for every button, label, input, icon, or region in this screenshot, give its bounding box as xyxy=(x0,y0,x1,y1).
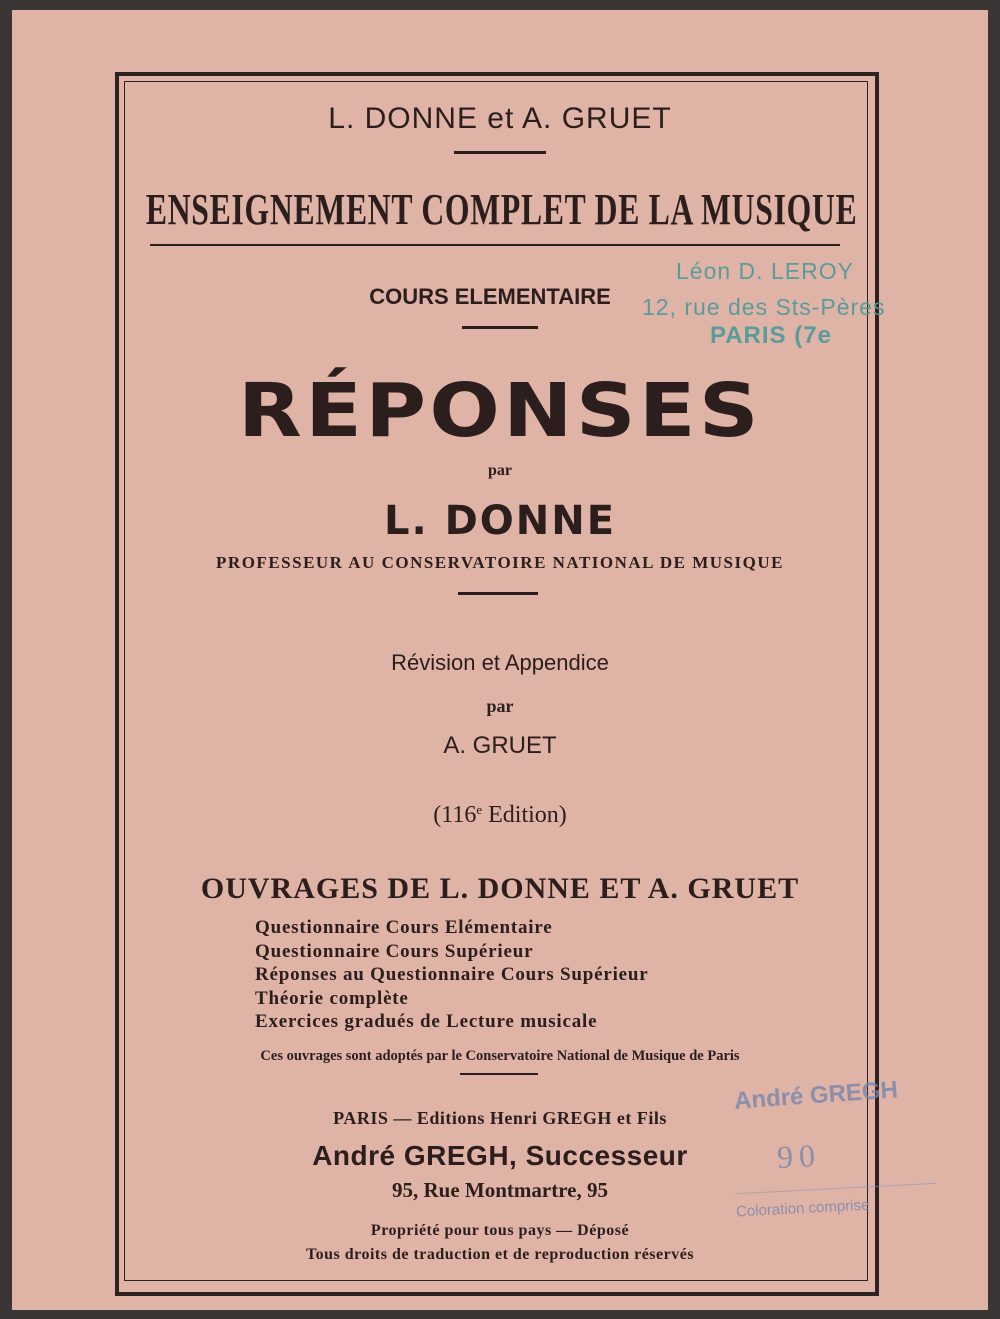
edition-superscript: e xyxy=(476,802,483,817)
authors-line: L. DONNE et A. GRUET xyxy=(328,102,672,135)
publisher-line-2: André GREGH, Successeur xyxy=(312,1140,688,1171)
edition-word: Edition) xyxy=(482,802,567,828)
publisher-line-1: PARIS — Editions Henri GREGH et Fils xyxy=(333,1108,667,1128)
cover-page xyxy=(12,10,988,1310)
edition-number: (116 xyxy=(433,802,477,828)
divider xyxy=(150,244,840,246)
author-name: L. DONNE xyxy=(383,498,617,544)
divider xyxy=(454,151,546,154)
list-item: Questionnaire Cours Elémentaire xyxy=(255,917,553,938)
by-label: par xyxy=(488,462,512,479)
list-item: Questionnaire Cours Supérieur xyxy=(255,940,534,962)
reviser-name: A. GRUET xyxy=(443,732,557,759)
rights-line-1: Propriété pour tous pays — Déposé xyxy=(370,1222,630,1239)
divider xyxy=(462,326,538,329)
list-item: Théorie complète xyxy=(255,987,409,1009)
book-title: RÉPONSES xyxy=(238,368,762,454)
dealer-stamp-line-1: Léon D. LEROY xyxy=(676,258,854,284)
revision-line: Révision et Appendice xyxy=(391,650,609,675)
course-level: COURS ELEMENTAIRE xyxy=(369,284,611,309)
works-list xyxy=(255,916,648,1034)
adopted-note: Ces ouvrages sont adoptés par le Conservatoire National de Musique de Paris xyxy=(260,1048,740,1064)
publisher-stamp-note: Coloration comprise xyxy=(735,1196,870,1221)
by-label-2: par xyxy=(486,696,514,716)
dealer-stamp-line-2: 12, rue des Sts-Pères xyxy=(642,294,886,320)
rights-line-2: Tous droits de traduction et de reproduction réservés xyxy=(305,1246,695,1263)
publisher-address: 95, Rue Montmartre, 95 xyxy=(392,1178,608,1202)
works-heading: OUVRAGES DE L. DONNE ET A. GRUET xyxy=(200,872,800,905)
list-item: Réponses au Questionnaire Cours Supérieur xyxy=(255,964,649,985)
series-title: ENSEIGNEMENT COMPLET DE LA MUSIQUE xyxy=(145,185,858,234)
publisher-stamp-number: 90 xyxy=(776,1136,822,1176)
author-title: PROFESSEUR AU CONSERVATOIRE NATIONAL DE MUSIQUE xyxy=(216,553,784,572)
publisher-stamp-name: André GREGH xyxy=(733,1076,899,1115)
divider xyxy=(460,1073,538,1075)
divider xyxy=(458,592,538,595)
dealer-stamp-line-3: PARIS (7e xyxy=(710,322,832,349)
edition-line xyxy=(12,802,988,829)
list-item: Exercices gradués de Lecture musicale xyxy=(255,1011,598,1032)
